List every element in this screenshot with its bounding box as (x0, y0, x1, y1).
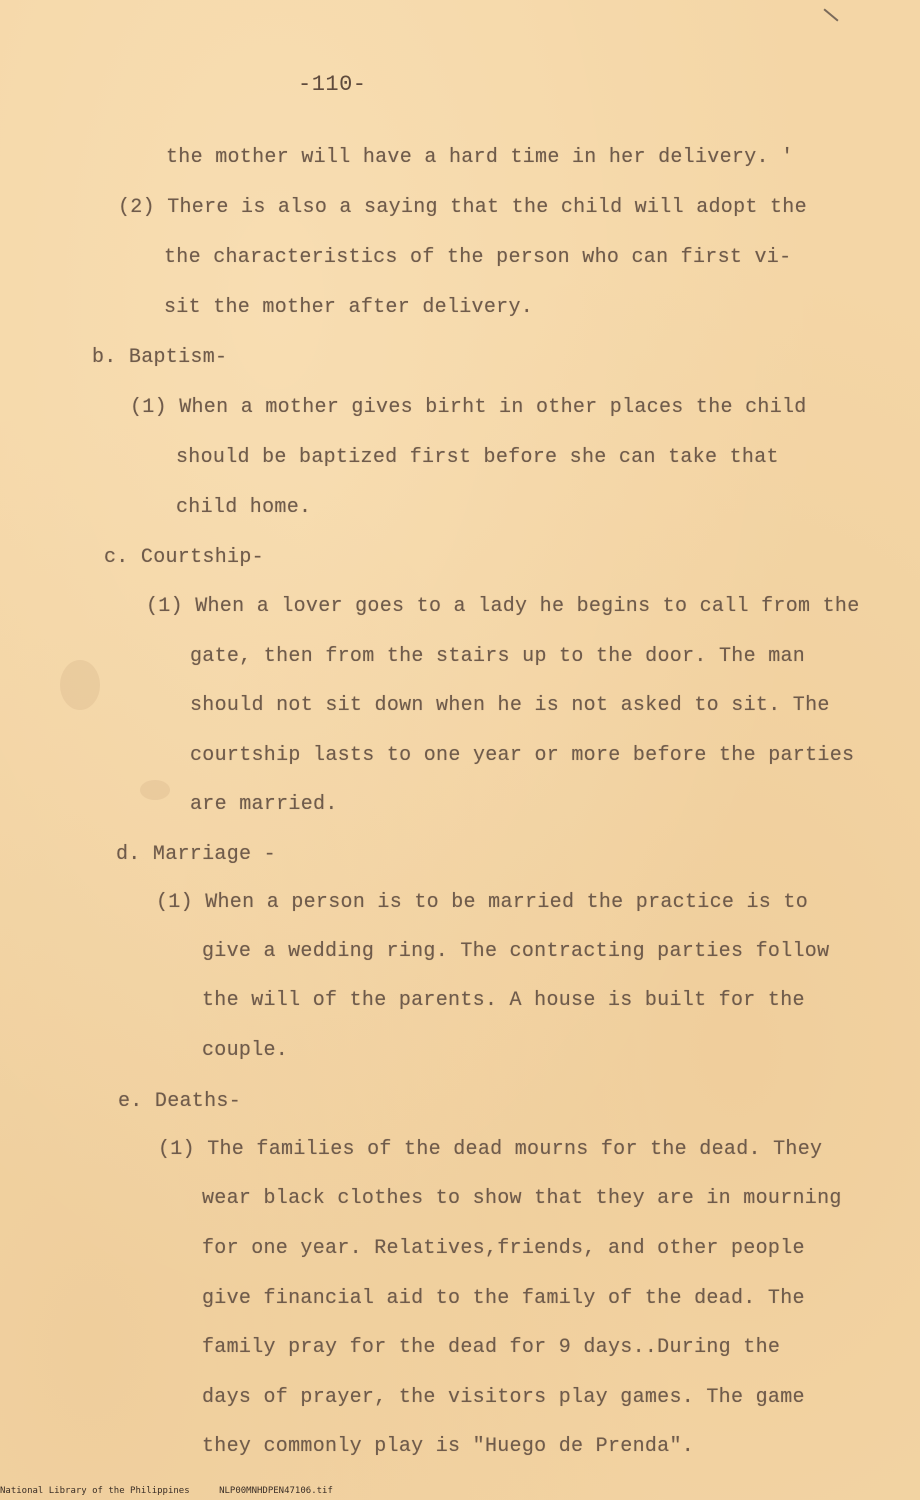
text-line: should not sit down when he is not asked to sit. The (190, 694, 830, 717)
text-line: (1) When a lover goes to a lady he begins to call from the (146, 595, 860, 618)
text-line: the characteristics of the person who can first vi- (164, 246, 792, 269)
section-heading-deaths: e. Deaths- (118, 1090, 242, 1113)
text-line: family pray for the dead for 9 days..During the (202, 1336, 781, 1359)
section-heading-courtship: c. Courtship- (104, 546, 264, 569)
text-line: sit the mother after delivery. (164, 296, 534, 319)
paper-stain (60, 660, 100, 710)
text-line: wear black clothes to show that they are in mourning (202, 1187, 842, 1210)
text-line: courtship lasts to one year or more before the parties (190, 744, 855, 767)
text-line: are married. (190, 793, 338, 816)
text-line: they commonly play is "Huego de Prenda". (202, 1435, 695, 1458)
text-line: days of prayer, the visitors play games. The game (202, 1386, 805, 1409)
text-line: the will of the parents. A house is built for the (202, 989, 805, 1012)
text-line: couple. (202, 1039, 289, 1062)
text-line: (1) When a person is to be married the practice is to (156, 891, 809, 914)
section-heading-baptism: b. Baptism- (92, 346, 228, 369)
footer-file: NLP00MNHDPEN47106.tif (219, 1486, 333, 1496)
text-line: give a wedding ring. The contracting parties follow (202, 940, 830, 963)
text-line: (1) When a mother gives birht in other places the child (130, 396, 807, 419)
scan-footer (0, 1486, 357, 1496)
text-line: gate, then from the stairs up to the door. The man (190, 645, 806, 668)
page-number: -110- (298, 72, 367, 97)
text-line: (2) There is also a saying that the child will adopt the (118, 196, 807, 219)
text-line: give financial aid to the family of the dead. The (202, 1287, 805, 1310)
corner-mark (823, 8, 838, 21)
footer-library: National Library of the Philippines (0, 1486, 190, 1496)
text-line: should be baptized first before she can take that (176, 446, 779, 469)
text-line: the mother will have a hard time in her delivery. ' (166, 146, 794, 169)
text-line: child home. (176, 496, 312, 519)
text-line: (1) The families of the dead mourns for the dead. They (158, 1138, 823, 1161)
paper-stain (140, 780, 170, 800)
section-heading-marriage: d. Marriage - (116, 843, 276, 866)
text-line: for one year. Relatives,friends, and other people (202, 1237, 805, 1260)
